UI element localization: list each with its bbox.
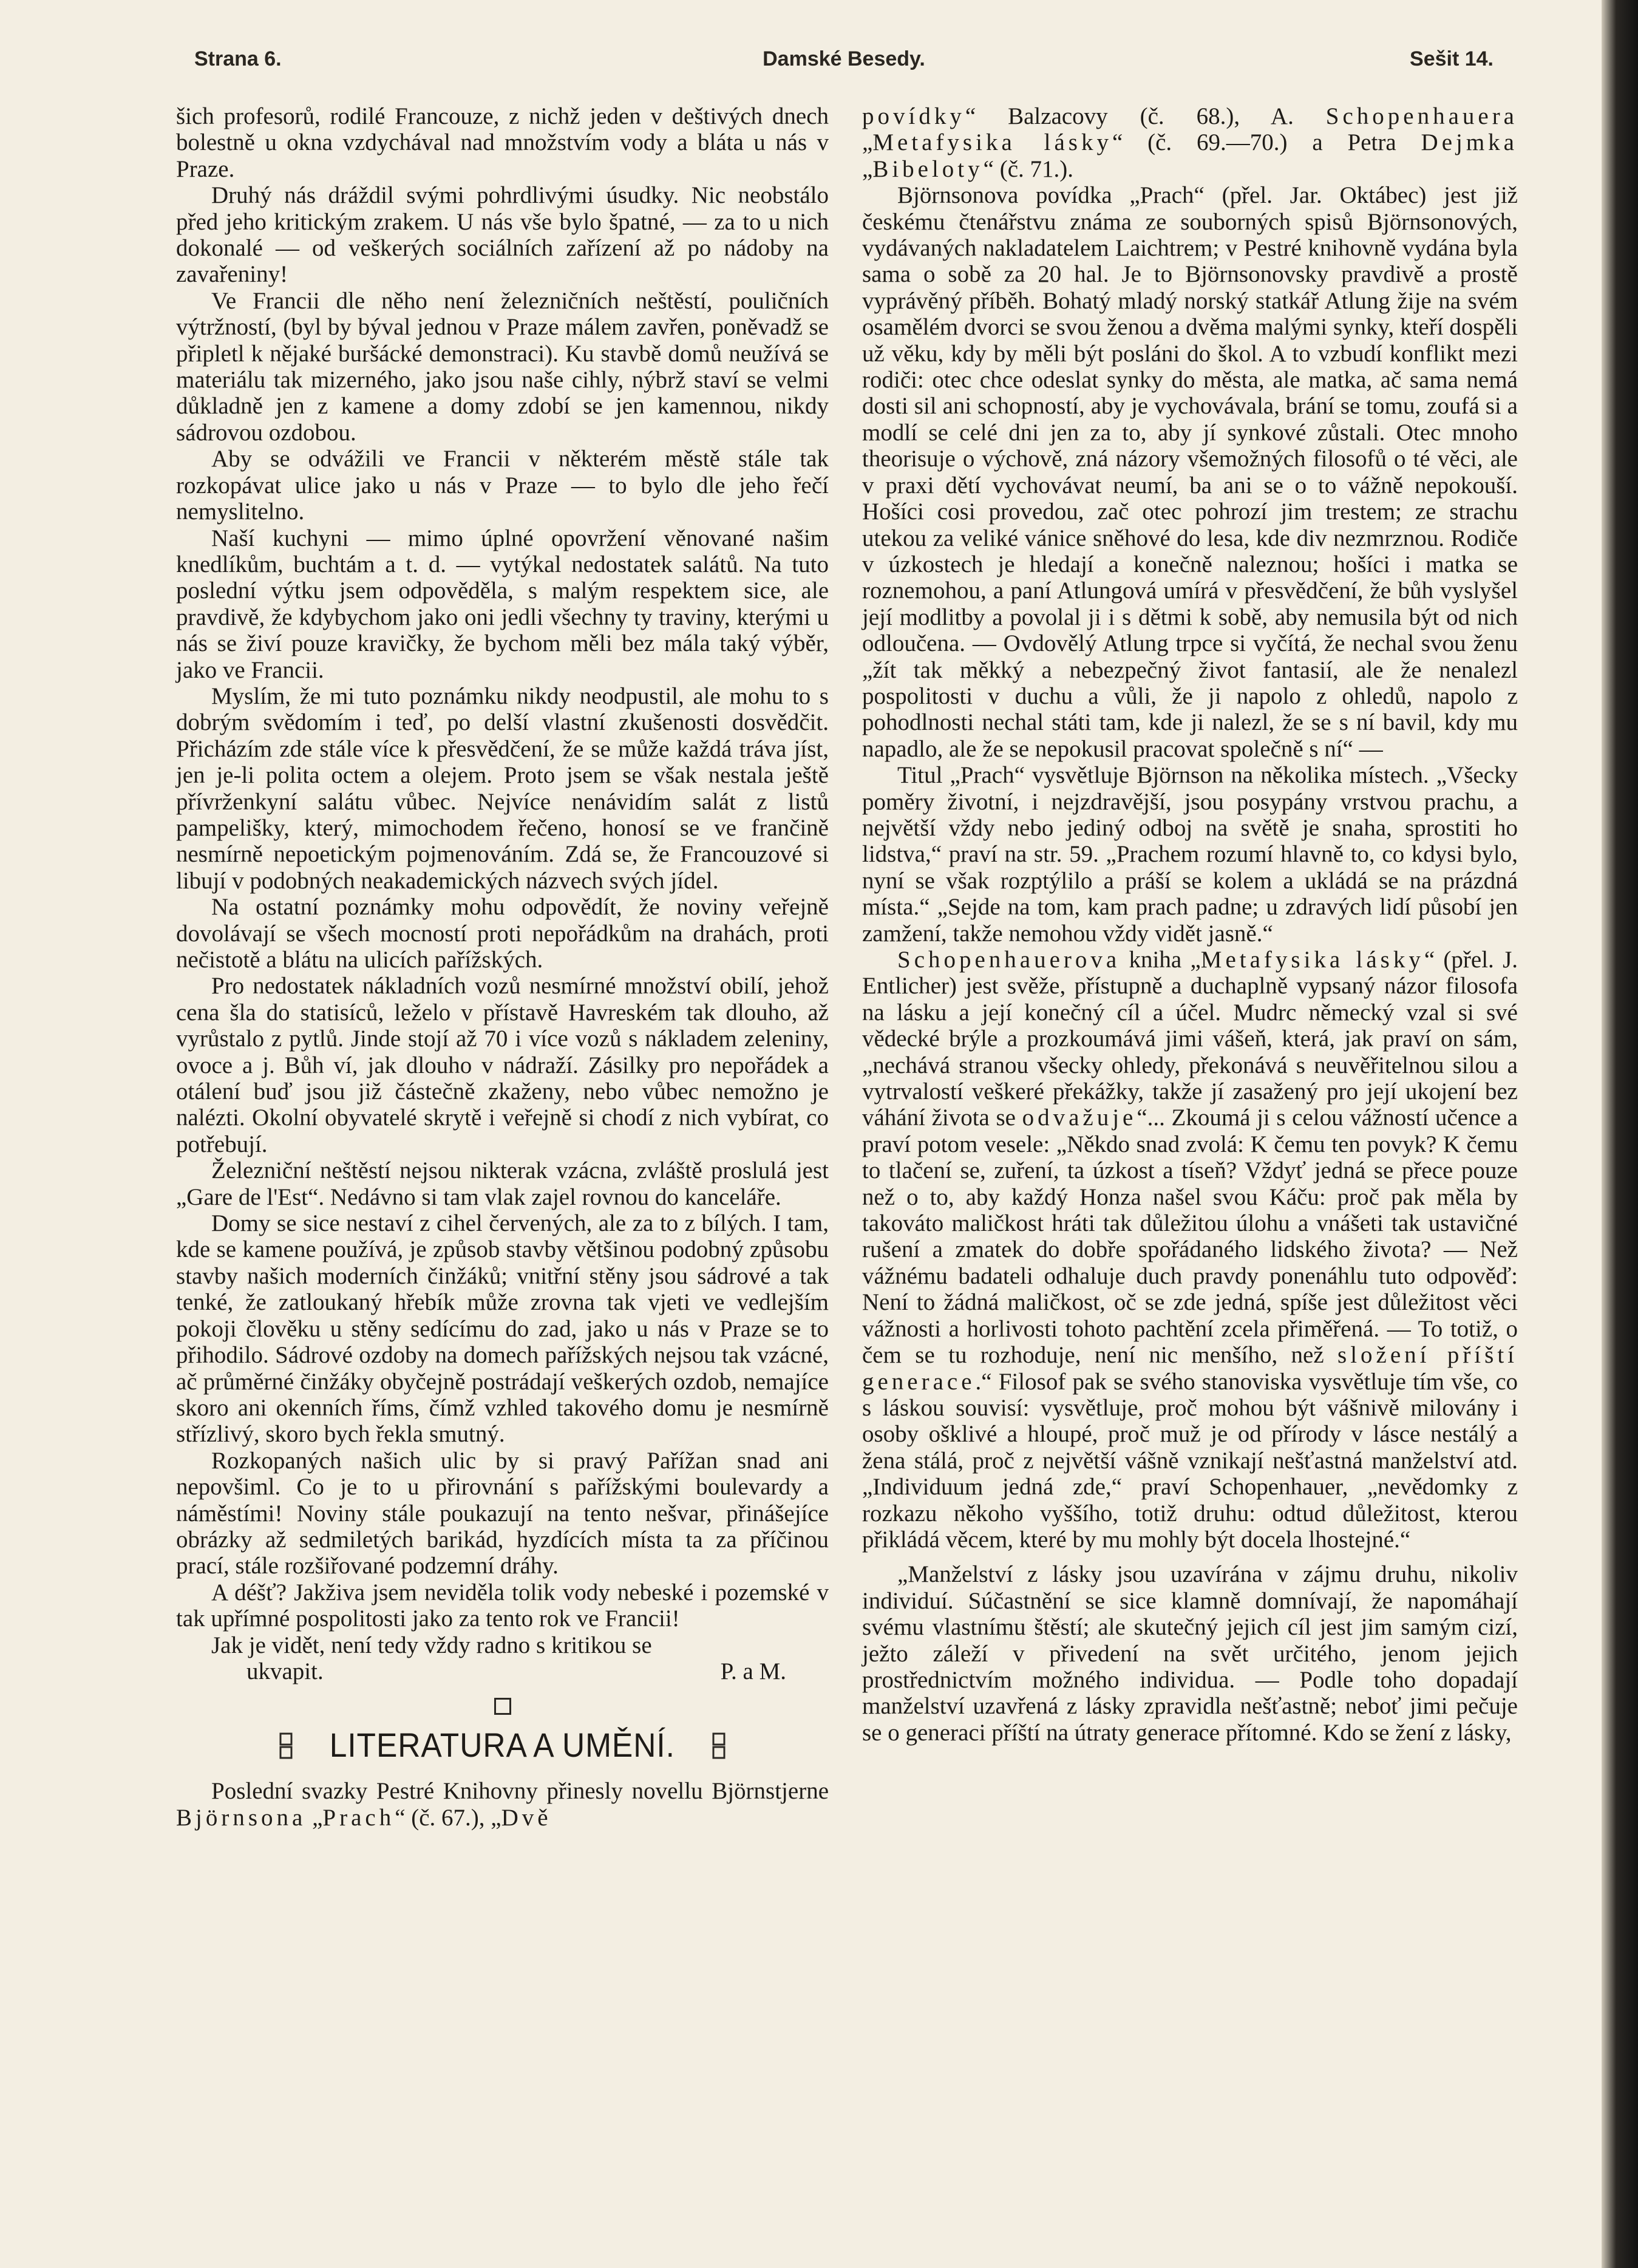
book-title: Metafysika lásky [1200, 947, 1424, 973]
emphasis: odvažuje [1022, 1105, 1137, 1131]
paragraph: Rozkopaných našich ulic by si pravý Pařížan snad ani nepovšiml. Co je to u přirovnání s pařížskými boulevardy a náměstími! Noviny stále poukazují na tento nešvar, přinášejíce obrázky až sedmiletých barikád, hyzdících místa ta za příčinou prací, stále rozšiřované podzemní dráhy. [176, 1447, 829, 1579]
issue-number: Sešit 14. [1410, 47, 1494, 70]
paragraph: Myslím, že mi tuto poznámku nikdy neodpustil, ale mohu to s dobrým svědomím i teď, po delší vlastní zkušenosti dosvědčit. Přicházím zde stále více k přesvědčení, že se může každá tráva jíst, jen je-li polita octem a olejem. Proto jsem se však nestala ještě přívrženkyní salátu vůbec. Nejvíce nenávidím salát z listů pampelišky, který, mimochodem řečeno, honosí se ve frančině nesmírně nepoetickým pojmenováním. Zdá se, že Francouzové si libují v podobných neakademických názvech svých jídel. [176, 683, 829, 894]
paragraph: Titul „Prach“ vysvětluje Björnson na několika místech. „Všecky poměry životní, i nejzdravější, jsou posypány vrstvou prachu, a největší vždy nebo jediný odboj na světě je snaha, sprostiti ho lidstva,“ praví na str. 59. „Prachem rozumí hlavně to, co kdysi bylo, nyní se však rozptýlilo a práší se kolem a ukládá se na prázdná místa.“ „Sejde na tom, kam prach padne; u zdravých lidí působí jen zamžení, takže nemohou vždy vidět jasně.“ [862, 762, 1518, 947]
right-column [862, 103, 1518, 1746]
paragraph-continuation [862, 103, 1518, 182]
section-title: LITERATURA A UMĚNÍ. [329, 1726, 676, 1765]
text: “ Balzacovy (č. 68.), A. [965, 103, 1326, 129]
section-heading [176, 1726, 829, 1774]
author-signature: P. a M. [720, 1658, 786, 1684]
publication-title: Damské Besedy. [763, 47, 925, 70]
running-header [194, 47, 1494, 78]
text: “ (č. 69.—70.) a Petra [1112, 129, 1421, 156]
author-name: Schopenhauera [1325, 103, 1518, 129]
intro-text: „ [306, 1804, 323, 1831]
intro-text: Poslední svazky Pestré Knihovny přinesly novellu Björnstjerne [211, 1778, 829, 1805]
text: „ [862, 155, 873, 182]
closing-word: ukvapit. [246, 1658, 324, 1684]
closing-paragraph [176, 1632, 829, 1658]
author-name: Björnsona [176, 1804, 307, 1831]
paragraph: Aby se odvážili ve Francii v některém městě stále tak rozkopávat ulice jako u nás v Praze — to bylo dle jeho řečí nemyslitelno. [176, 446, 829, 525]
author-name: Schopenhauerova [897, 947, 1121, 973]
paragraph: Železniční neštěstí nejsou nikterak vzácna, zvláště proslulá jest „Gare de l'Est“. Nedávno si tam vlak zajel rovnou do kanceláře. [176, 1157, 829, 1210]
paragraph: Domy se sice nestaví z cihel červených, ale za to z bílých. I tam, kde se kamene používá, je způsob stavby většinou podobný způsobu stavby našich moderních činžáků; vnitřní stěny jsou sádrové a tak tenké, že zatloukaný hřebík může zrovna tak vjeti ve vedlejším pokoji člověku u stěny sedícímu do zad, jako u nás v Praze se to přihodilo. Sádrové ozdoby na domech pařížských nejsou tak vzácné, ač průměrné činžáky obyčejně postrádají veškerých ozdob, nemajíce skoro ani okenních říms, čímž vzhled takového domu je nesmírně střízlivý, skoro bych řekla smutný. [176, 1210, 829, 1448]
intro-text: “ (č. 67.), „ [395, 1804, 501, 1831]
page-number: Strana 6. [194, 47, 282, 70]
paragraph: Druhý nás dráždil svými pohrdlivými úsudky. Nic neobstálo před jeho kritickým zrakem. U nás vše bylo špatné, — za to u nich dokonalé — od veškerých sociálních zařízení až po nádoby na zavařeniny! [176, 182, 829, 288]
book-title: Metafysika lásky [872, 129, 1112, 156]
paragraph: Pro nedostatek nákladních vozů nesmírné množství obilí, jehož cena šla do statisíců, leželo v přístavě Havreském tak dlouho, až vyrůstalo z pytlů. Jinde stojí až 70 i více vozů s nákladem zeleniny, ovoce a j. Bůh ví, jak dlouho v nádraží. Zásilky pro nepořádek a otálení buď jsou již částečně zkaženy, nebo vůbec nemožno je nalézti. Okolní obyvatelé skrytě i veřejně si chodí z nich vybírat, co potřebují. [176, 973, 829, 1157]
text: „ [862, 129, 873, 156]
paragraph: Björnsonova povídka „Prach“ (přel. Jar. Oktábec) jest již českému čtenářstvu známa ze souborných spisů Björnsonových, vydávaných nakladatelem Laichtrem; v Pestré knihovně vydána byla sama o sobě za 20 hal. Je to Björnsonovsky pravdivě a prostě vyprávěný příběh. Bohatý mladý norský statkář Atlung žije na svém osamělém dvorci se svou ženou a dvěma malými synky, kteří dospěli už věku, kdy by měli být posláni do škol. A to vzbudí konflikt mezi rodiči: otec chce odeslat synky do města, ale matka, ač sama nemá dosti sil ani schopností, aby je vychovávala, brání se tomu, zoufá si a modlí se celé dni jen za to, aby jí synkové zůstali. Otec mnoho theorisuje o výchově, zná názory všemožných filosofů o té věci, ale v praxi dětí vychovávat neumí, ba ani se o to vážně nepokouší. Hošíci cosi provedou, zač otec pohrozí jim trestem; ze strachu utekou za veliké vánice sněhové do lesa, kde div nezmrznou. Rodiče v úzkostech je hledají a konečně naleznou; hošíci i matka se roznemohou, a paní Atlungová umírá v přesvědčení, že bůh vyslyšel její modlitby a povolal ji i s dětmi k sobě, aby nemusila být od nich odloučena. — Ovdovělý Atlung trpce si vyčítá, že nechal svou ženu „žít tak měkký a nebezpečný život fantasií, ale že nenalezl pospolitosti v duchu a vůli, že ji napolo z ohledů, napolo z pohodlnosti nechal státi tam, kde ji nalezl, že se s ní bavil, kdy mu napadlo, ale že se nepokusil pracovat společně s ní“ — [862, 182, 1518, 762]
paragraph: A déšť? Jakživa jsem neviděla tolik vody nebeské i pozemské v tak upřímné pospolitosti jako za tento rok ve Francii! [176, 1579, 829, 1632]
page-edge-shadow [1602, 0, 1638, 2268]
left-column [176, 103, 829, 1831]
text: .“ Filosof pak se svého stanoviska vysvětluje tím vše, co s láskou souvisí: vysvětluje, proč mohou být vášnivě milovány i osoby ošklivé a hloupé, proč muž je od přírody v lásce nestálý a žena stálá, proč z největší vášně vznikají nešťastná manželství atd. „Individuum jedná zde,“ praví Schopenhauer, „nevědomky z rozkazu někoho vyššího, totiž druhu: odtud důležitost, kterou přikládá věcem, které by mu mohly být docela lhostejné.“ [862, 1368, 1518, 1553]
text: kniha „ [1120, 947, 1201, 973]
book-title: Prach [322, 1804, 395, 1831]
text: “ (přel. J. Entlicher) jest svěže, přístupně a duchaplně vypsaný názor filosofa na lásku a její konečný cíl a účel. Mudrc německý vzal si své vědecké brýle a prozkoumává jimi vášeň, která, jak praví on sám, „nechává stranou všecky ohledy, překonává s neuvěřitelnou silou a vytrvalostí veškeré překážky, takže jí zasažený pro její ukojení bez váhání života se [862, 947, 1518, 1131]
paragraph: Ve Francii dle něho není železničních neštěstí, pouličních výtržností, (byl by býval jednou v Praze málem zavřen, poněvadž se připletl k nějaké buršácké demonstraci). Ku stavbě domů neužívá se materiálu tak mizerného, jako jsou naše cihly, nýbrž staví se velmi důkladně jen z kamene a domy zdobí se jen kamennou, nikdy sádrovou ozdobou. [176, 287, 829, 446]
author-name: Dejmka [1421, 129, 1518, 156]
section-intro [176, 1778, 829, 1831]
paragraph: „Manželství z lásky jsou uzavírána v zájmu druhu, nikoliv individuí. Súčastnění se sice klamně domnívají, že napomáhají svému vlastnímu štěstí; ale skutečný jejich cíl jest jim samým cizí, ježto záleží v přivedení na svět určitého, jenom jejich prostřednictvím možného individua. — Podle toho dopadají manželství uzavřená z lásky zpravidla nešťastně; neboť jimi pečuje se o generaci příští na útraty generace přítomné. Kdo se žení z lásky, [862, 1561, 1518, 1746]
paragraph: Na ostatní poznámky mohu odpovědít, že noviny veřejně dovolávají se všech mocností proti nepořádkům na drahách, proti nečistotě a blátu na ulicích pařížských. [176, 894, 829, 973]
book-title: Dvě [501, 1804, 552, 1831]
ornament-right-icon [712, 1732, 726, 1759]
text: “... Zkoumá ji s celou vážností učence a praví potom vesele: „Někdo snad zvolá: K čemu ten povyk? K čemu to tlačení se, zuření, ta úzkost a tíseň? Vždyť jedná se přece pouze než o to, aby každý Honza našel svou Káču: proč pak měla by takováto maličkost hráti tak důležitou úlohu a vnášeti tak ustavičné rušení a zmatek do dobře spořádaného lidského života? — Než vážnému badateli odhaluje duch pravdy ponenáhlu tuto odpověď: Není to žádná maličkost, oč se zde jedná, spíše jest důležitost věci vážnosti a horlivosti tohoto pachtění zcela přiměřená. — To totiž, o čem se tu rozhoduje, není nic menšího, než [862, 1105, 1518, 1369]
closing-line: Jak je vidět, není tedy vždy radno s kritikou se [211, 1632, 652, 1658]
book-title: povídky [862, 103, 965, 129]
book-title: Bibeloty [872, 155, 984, 182]
signoff-line [176, 1658, 829, 1684]
paragraph [862, 947, 1518, 1553]
text: “ (č. 71.). [983, 155, 1074, 182]
paragraph: Naší kuchyni — mimo úplné opovržení věnované našim knedlíkům, buchtám a t. d. — vytýkal nedostatek salátů. Na tuto poslední výtku jsem odpověděla, s malým respektem sice, ale pravdivě, že kdybychom jako oni jedli všechny ty traviny, kterými u nás se živí pouze kravičky, že bychom měli bez mála taký výběr, jako ve Francii. [176, 525, 829, 683]
separator-square [494, 1698, 511, 1715]
ornament-left-icon [279, 1732, 293, 1759]
emphasis: složení příští generace [862, 1342, 1518, 1395]
paragraph: šich profesorů, rodilé Francouze, z nichž jeden v deštivých dnech bolestně u okna vzdychával nad množstvím vody a bláta u nás v Praze. [176, 103, 829, 182]
